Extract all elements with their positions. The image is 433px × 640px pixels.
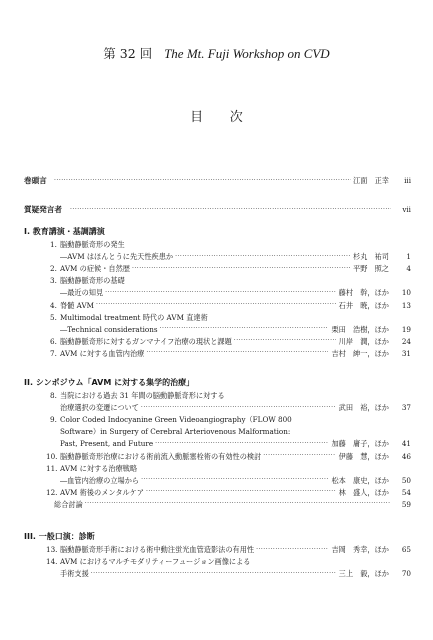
toc-entry: [46, 463, 411, 474]
entry-number: 12.: [46, 487, 58, 497]
entry-page: 10: [401, 288, 411, 298]
entry-title: AVM に対する血管内治療: [60, 348, 145, 358]
toc-entry[interactable]: [54, 500, 411, 510]
leader-dots: [146, 488, 336, 498]
toc-entry-foreword[interactable]: [24, 176, 411, 186]
toc-entry[interactable]: [60, 403, 411, 413]
entry-page: 46: [401, 451, 411, 461]
entry-title: 当院における過去 31 年間の脳動静脈奇形に対する: [60, 391, 225, 400]
toc-entry[interactable]: [50, 348, 411, 359]
entry-title: 治療選択の変遷について: [60, 403, 139, 413]
toc-entry[interactable]: [60, 439, 411, 449]
entry-author: 松本 康史，ほか: [331, 475, 389, 485]
entry-number: 14.: [46, 557, 58, 567]
entry-author: 石井 暁，ほか: [338, 300, 389, 310]
entry-page: 59: [401, 499, 411, 509]
entry-number: 3.: [50, 276, 57, 286]
entry-author: 平野 照之: [353, 264, 389, 274]
workshop-number: 第 32 回: [103, 46, 153, 61]
entry-number: 13.: [46, 545, 58, 554]
toc-entry[interactable]: [60, 325, 411, 335]
entry-title: ―AVM はほんとうに先天性疾患か: [60, 252, 174, 262]
entry-page: 1: [406, 252, 411, 262]
entry-title: 脳動静脈奇形の発生: [60, 240, 125, 249]
entry-author: 川岸 潤，ほか: [338, 336, 389, 346]
toc-entry[interactable]: [46, 545, 411, 555]
entry-title: 脳動静脈奇形に対するガンマナイフ治療の現状と課題: [60, 336, 232, 346]
entry-number: 10.: [46, 451, 58, 461]
toc-entry[interactable]: [60, 476, 411, 486]
entry-page: vii: [402, 205, 411, 214]
entry-author: 杉丸 祐司: [353, 252, 389, 262]
toc-entry: [50, 276, 411, 286]
entry-title: AVM 術後のメンタルケア: [60, 487, 144, 497]
entry-author: 藤村 幹，ほか: [338, 288, 389, 298]
toc-entry[interactable]: [60, 569, 411, 579]
entry-page: 65: [401, 545, 411, 554]
entry-number: 8.: [50, 391, 57, 400]
entry-page: 13: [401, 300, 411, 310]
entry-author: 三上 毅，ほか: [338, 569, 389, 579]
entry-number: 2.: [50, 264, 57, 274]
entry-author: 加藤 庸子，ほか: [331, 439, 389, 449]
leader-dots: [70, 205, 391, 215]
page-header: [0, 44, 433, 62]
entry-number: 6.: [50, 336, 57, 346]
entry-title: ―最近の知見: [60, 288, 104, 298]
entry-page: 31: [401, 348, 411, 358]
leader-dots: [175, 252, 350, 262]
toc-entry[interactable]: [50, 264, 411, 274]
entry-page: 4: [406, 264, 411, 274]
entry-author: 吉岡 秀幸，ほか: [331, 545, 389, 554]
leader-dots: [256, 545, 328, 555]
entry-page: 54: [401, 487, 411, 497]
leader-dots: [234, 337, 336, 347]
entry-number: 1.: [50, 240, 57, 249]
section-heading: II. シンポジウム「AVM に対する集学的治療」: [24, 378, 195, 387]
entry-number: 7.: [50, 348, 57, 358]
entry-title: Past, Present, and Future: [60, 439, 154, 449]
entry-author: 吉村 紳一，ほか: [331, 348, 389, 358]
entry-title: 脳動静脈奇形の基礎: [60, 276, 125, 286]
toc-entry: [50, 415, 411, 425]
entry-title: AVM の症候・自然歴: [60, 264, 130, 274]
entry-number: 4.: [50, 300, 57, 310]
leader-dots: [85, 500, 391, 510]
entry-page: iii: [404, 176, 411, 185]
leader-dots: [141, 476, 328, 486]
toc-entry[interactable]: [60, 252, 411, 262]
entry-title: AVM に対する治療戦略: [60, 463, 138, 473]
entry-title: 脳動静脈奇形手術における術中動注蛍光血管造影法の有用性: [60, 545, 255, 554]
leader-dots: [132, 264, 350, 274]
toc-entry[interactable]: [50, 300, 411, 311]
entry-number: 11.: [46, 463, 58, 473]
entry-author: 栗田 浩樹，ほか: [331, 324, 389, 334]
leader-dots: [155, 439, 328, 449]
entry-number: 9.: [50, 415, 57, 425]
leader-dots: [141, 403, 336, 413]
workshop-title: The Mt. Fuji Workshop on CVD: [164, 46, 330, 61]
leader-dots: [54, 176, 351, 186]
entry-title: 脊髄 AVM: [60, 300, 95, 310]
leader-dots: [91, 569, 336, 579]
entry-page: 70: [401, 569, 411, 579]
toc-entry: [50, 240, 411, 250]
entry-title: ―Technical considerations: [60, 324, 158, 334]
entry-author: 伊藤 慧，ほか: [338, 451, 389, 461]
entry-page: 37: [401, 403, 411, 413]
entry-title: 脳動静脈奇形治療における術前流入動脈塞栓術の有効性の検討: [60, 451, 262, 461]
toc-title: 目 次: [190, 110, 243, 125]
leader-dots: [146, 349, 328, 359]
entry-page: 41: [401, 439, 411, 449]
entry-title: Color Coded Indocyanine Green Videoangiography（FLOW 800: [60, 415, 292, 425]
toc-entry[interactable]: [46, 487, 411, 498]
entry-number: 5.: [50, 312, 57, 322]
entry-author: 林 盛人，ほか: [338, 487, 389, 497]
section-heading: I. 教育講演・基調講演: [24, 227, 105, 236]
leader-dots: [160, 325, 329, 335]
leader-dots: [263, 452, 335, 462]
entry-title: ―血管内治療の立場から: [60, 475, 140, 485]
toc-entry: [50, 312, 411, 323]
toc-entry: [46, 557, 411, 567]
leader-dots: [105, 288, 336, 298]
entry-title: 手術支援: [60, 569, 89, 579]
toc-entry: [60, 427, 411, 437]
entry-title: Software）in Surgery of Cerebral Arteriovenous Malformation:: [60, 427, 291, 437]
toc-entry: [50, 391, 411, 401]
section-heading: III. 一般口演：診断: [24, 532, 95, 541]
entry-page: 50: [401, 475, 411, 485]
entry-title: AVM におけるマルチモダリティーフュージョン画像による: [60, 557, 251, 567]
leader-dots: [96, 301, 336, 311]
toc-entry[interactable]: [46, 451, 411, 462]
toc-entry-discussants[interactable]: [24, 205, 411, 215]
entry-page: 19: [401, 324, 411, 334]
toc-entry[interactable]: [50, 336, 411, 347]
toc-entry[interactable]: [60, 288, 411, 298]
entry-title: 質疑発言者: [24, 205, 62, 214]
entry-page: 24: [401, 336, 411, 346]
entry-title: 総合討論: [54, 499, 83, 509]
entry-title: Multimodal treatment 時代の AVM 直達術: [60, 312, 208, 322]
entry-title: 巻頭言: [24, 176, 47, 185]
entry-author: 江面 正幸: [353, 176, 389, 185]
entry-author: 武田 裕，ほか: [338, 403, 389, 413]
